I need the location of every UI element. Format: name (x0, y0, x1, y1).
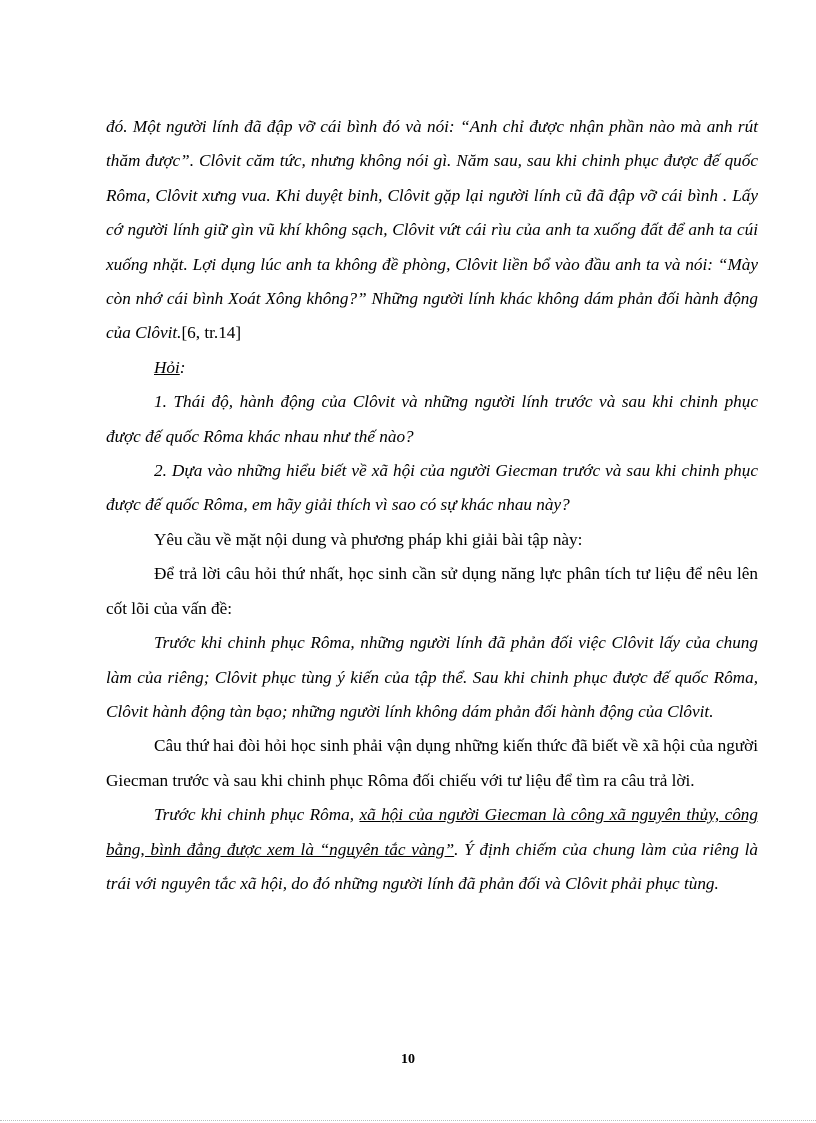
document-page (106, 110, 758, 901)
requirements-paragraph: Yêu cầu về mặt nội dung và phương pháp khi giải bài tập này: (154, 529, 583, 549)
hoi-colon: : (179, 357, 186, 377)
question-1: 1. Thái độ, hành động của Clôvit và những người lính trước và sau khi chinh phục được đế quốc Rôma khác nhau như thế nào? (106, 392, 758, 446)
story-text: đó. Một người lính đã đập vỡ cái bình đó và nói: “Anh chỉ được nhận phần nào mà anh rút thăm được”. Clôvit căm tức, nhưng không nói gì. Năm sau, sau khi chinh phục được đế quốc Rôma, Clôvit xưng vua. Khi duyệt binh, Clôvit gặp lại người lính cũ đã đập vỡ cái bình . Lấy cớ người lính giữ gìn vũ khí không sạch, Clôvit vứt cái rìu của anh ta xuống đất để anh ta cúi xuống nhặt. Lợi dụng lúc anh ta không đề phòng, Clôvit liền bổ vào đầu anh ta và nói: “Mày còn nhớ cái bình Xoát Xông không?” Những người lính khác không dám phản đối hành động của Clôvit. (106, 117, 758, 343)
answer-2-underlined: xã hội của người Giecman là công xã nguyên thủy, công bằng, bình đẳng được xem là “nguyên tắc vàng” (106, 805, 758, 859)
page-number: 10 (401, 1052, 415, 1067)
answer-1-intro: Để trả lời câu hỏi thứ nhất, học sinh cần sử dụng năng lực phân tích tư liệu để nêu lên cốt lõi của vấn đề: (106, 564, 758, 618)
story-paragraph (106, 110, 758, 351)
citation: [6, tr.14] (181, 323, 242, 343)
answer-1: Trước khi chinh phục Rôma, những người lính đã phản đối việc Clôvit lấy của chung làm của riêng; Clôvit phục tùng ý kiến của tập thể. Sau khi chinh phục được đế quốc Rôma, Clôvit hành động tàn bạo; những người lính không dám phản đối hành động của Clôvit. (106, 633, 758, 721)
answer-2 (106, 798, 758, 901)
answer-2-lead: Trước khi chinh phục Rôma, (154, 805, 360, 825)
answer-2-rest: . Ý định chiếm của chung làm của riêng là trái với nguyên tắc xã hội, do đó những người lính đã phản đối và Clôvit phải phục tùng. (106, 839, 758, 893)
answer-2-intro: Câu thứ hai đòi hỏi học sinh phải vận dụng những kiến thức đã biết về xã hội của người Giecman trước và sau khi chinh phục Rôma đối chiếu với tư liệu để tìm ra câu trả lời. (106, 736, 758, 790)
question-2: 2. Dựa vào những hiểu biết về xã hội của người Giecman trước và sau khi chinh phục được đế quốc Rôma, em hãy giải thích vì sao có sự khác nhau này? (106, 461, 758, 515)
page-bottom-border (0, 1120, 816, 1121)
question-heading (106, 351, 758, 385)
hoi-label: Hỏi (154, 357, 180, 377)
